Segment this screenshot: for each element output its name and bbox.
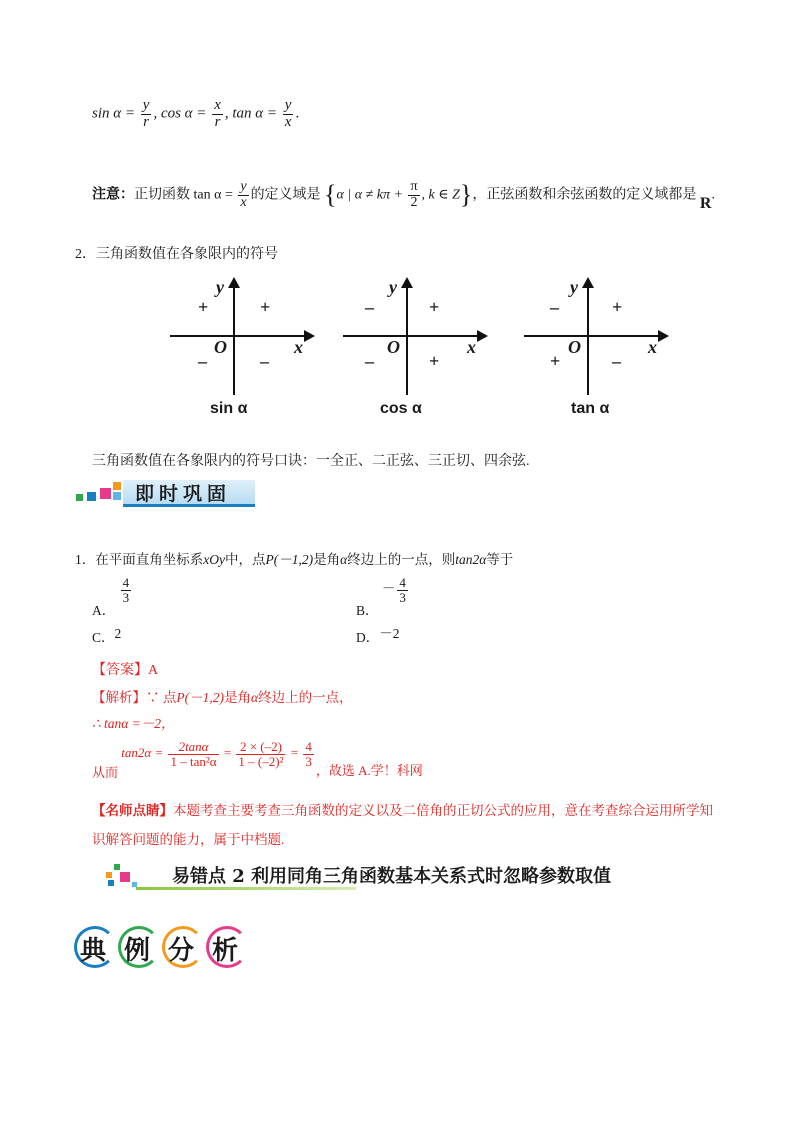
- comment-line1: 【名师点睛】本题考查主要考查三角函数的定义以及二倍角的正切公式的应用，意在考查综合运用所学知: [92, 803, 713, 818]
- note-label: 注意：: [92, 187, 134, 203]
- section2-title: 2．三角函数值在各象限内的符号: [75, 247, 278, 262]
- cos-frac: $\frac{x}{r}$: [214, 97, 221, 130]
- quadrant-diagram-cos: y x O + – – +: [343, 285, 513, 415]
- label-cos: cos α: [380, 400, 422, 417]
- tan-frac: $\frac{y}{x}$: [284, 97, 292, 130]
- explanation-line1: 【解析】∵ 点P(－1,2)是角α终边上的一点，: [92, 690, 353, 705]
- tan-def: , tan α =: [224, 105, 278, 122]
- option-b[interactable]: B． － $\frac{4}{3}$: [356, 575, 406, 619]
- sin-frac: $\frac{y}{r}$: [142, 97, 150, 130]
- sin-def: sin α =: [92, 105, 136, 122]
- R-symbol: R: [699, 195, 712, 213]
- label-sin: sin α: [210, 400, 248, 417]
- y-axis: [233, 287, 235, 395]
- option-c[interactable]: C．2: [92, 626, 122, 645]
- option-d[interactable]: D．－2: [356, 626, 400, 645]
- quadrant-diagram-sin: y x O + + – –: [170, 285, 340, 415]
- banner-square-3: [100, 488, 111, 499]
- banner-square-2: [87, 492, 96, 501]
- banner-square-4: [113, 482, 121, 490]
- pi-frac: $\frac{\pi}{2}$: [410, 179, 418, 210]
- label-tan: tan α: [571, 400, 610, 417]
- option-a[interactable]: A． $\frac{4}{3}$: [92, 575, 130, 619]
- example-analysis-banner: 典 例 分 析: [74, 926, 254, 972]
- banner-square-1: [76, 494, 83, 501]
- question-stem: 1．在平面直角坐标系xOy中，点P(－1,2)是角α终边上的一点，则tan2α等于: [75, 552, 514, 567]
- quadrant-diagram-tan: y x O + – + –: [524, 285, 694, 415]
- answer-label: 【答案】A: [92, 663, 159, 678]
- note-frac: $\frac{y}{x}$: [240, 179, 247, 210]
- banner-title: 即时巩固: [135, 483, 232, 505]
- note-line: 注意：正切函数 tan α = $\frac{y}{x}$ 的定义域是 {α | α ≠ kπ + $\frac{\pi}{2}$ , k ∈ Z}，正弦函数和余弦函数的定义域都是 R.: [92, 179, 715, 213]
- cos-def: , cos α =: [153, 105, 207, 122]
- comment-line2: 识解答问题的能力，属于中档题.: [92, 832, 285, 847]
- explanation-line2: ∴ tanα =－2，: [92, 716, 175, 731]
- section-heading-text: 易错点 2 利用同角三角函数基本关系式时忽略参数取值: [172, 866, 612, 887]
- x-axis: [170, 335, 305, 337]
- definitions-line: sin α = $\frac{y}{r}$ , cos α = $\frac{x}{r}$ , tan α = $\frac{y}{x}$ .: [92, 97, 300, 130]
- banner-square-5: [113, 492, 121, 500]
- section-heading-banner: [100, 858, 660, 898]
- practice-banner: [73, 478, 258, 508]
- domain-set: {: [324, 180, 337, 210]
- mnemonic-text: 三角函数值在各象限内的符号口诀：一全正、二正弦、三正切、四余弦.: [92, 454, 530, 469]
- explanation-line3: 从而 tan2α = $\frac{2\tan\alpha}{\text{1 – tan²α}}$ = $\frac{2 \times (-2)}{\text{1 – (–2)²}}$ = $\frac{4}{3}$ ，故选 A.学！科网: [92, 739, 423, 781]
